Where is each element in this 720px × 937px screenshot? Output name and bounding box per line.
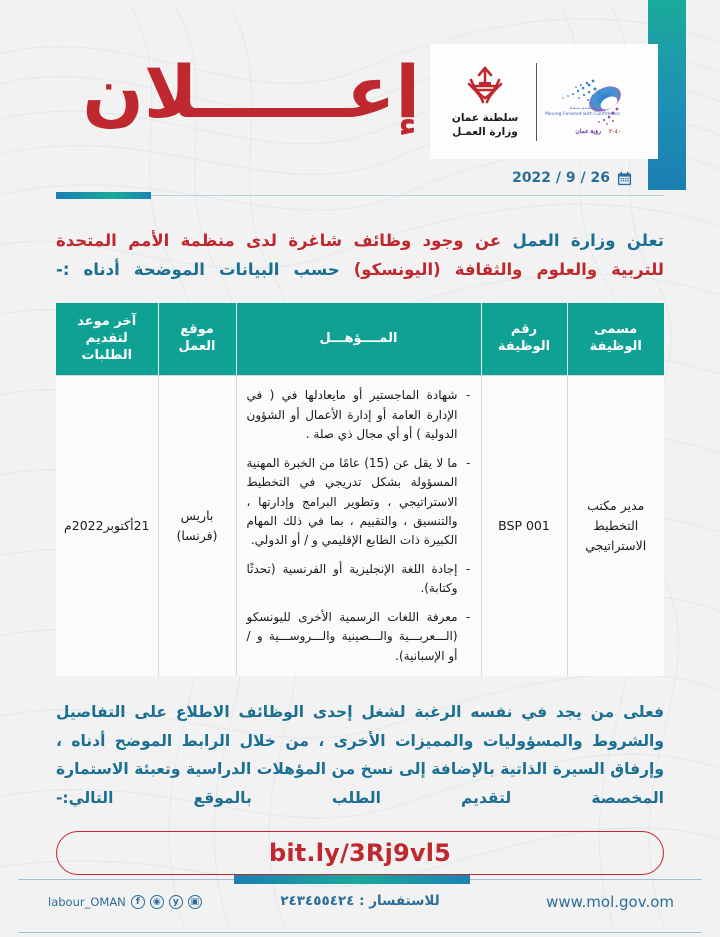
page-header: [0, 0, 720, 205]
divider-accent-segment: [56, 192, 151, 199]
table-body: [56, 376, 664, 676]
cell-qualifications: [236, 376, 481, 676]
vision-swirl-icon: [543, 65, 647, 139]
oman-vision-2040-logo: [543, 65, 648, 139]
social-handle: labour_OMAN: [48, 895, 126, 909]
qualification-item: - شهادة الماجستير أو مايعادلها في ( في الإدارة العامة أو إدارة الأعمال أو الشؤون الدولية ) أو أي مجال ذي صلة .: [247, 386, 471, 444]
qualification-list: [245, 386, 473, 666]
table-row: [56, 376, 664, 676]
vision-tagline-ar: نـتـقـدم بـثـقـة: [569, 106, 596, 112]
footer-content: [46, 893, 674, 911]
intro-paragraph: [56, 227, 664, 285]
ministry-name: [452, 112, 518, 138]
qualification-item: - ما لا يقل عن (15) عامًا من الخبرة المهنية المسؤولة بشكل تدريجي في التخطيط الاستراتيجي ، وتطوير البرامج وإدارتها ، والتنسيق ، والتقييم ، بما في ذلك المهام الكبيرة ذات الطابع الإقليمي و / أو الدولي.: [247, 454, 471, 551]
page-title: إعــــــلان: [82, 50, 420, 134]
cell-deadline: 21أكتوبر2022م: [56, 376, 158, 676]
footer-bottom-rule: [18, 932, 702, 933]
application-link[interactable]: bit.ly/3Rj9vl5: [268, 838, 452, 867]
inquiry-line: للاستفسار : ٢٤٣٤٥٥٤٢٤: [280, 892, 440, 909]
cell-work-location: باريس (فرنسا): [158, 376, 236, 676]
calendar-icon: [617, 171, 632, 186]
logo-divider: [536, 63, 537, 141]
svg-text:٢٠٤٠: ٢٠٤٠: [609, 128, 622, 135]
publication-date: [512, 170, 632, 186]
website-url[interactable]: www.mol.gov.om: [546, 893, 674, 911]
intro-part2: حسب البيانات الموضحة أدناه :-: [56, 259, 354, 279]
vision-tagline-en: Moving Forward with Confidence: [544, 112, 620, 118]
header-divider: [56, 192, 664, 199]
ministry-logo-block: [430, 44, 658, 159]
oman-ministry-mark: [440, 64, 530, 138]
instagram-icon[interactable]: ◉: [150, 895, 164, 909]
intro-part1: تعلن وزارة العمل: [501, 231, 664, 250]
oman-national-emblem: [459, 64, 511, 110]
main-content: [0, 227, 720, 909]
column-header-work-location: موقع العمل: [158, 303, 236, 376]
date-text: 2022 / 9 / 26: [512, 170, 610, 186]
qualification-item: - معرفة اللغات الرسمية الأخرى لليونسكو (الـــعربـــية والـــصينية والـــروســـية و / أو الإسبانية).: [247, 608, 471, 666]
ministry-name-line2: وزارة العمـل: [452, 125, 518, 138]
youtube-icon[interactable]: ▣: [188, 895, 202, 909]
twitter-icon[interactable]: y: [169, 895, 183, 909]
table-header: [56, 303, 664, 376]
social-media-group: [46, 895, 202, 909]
qualification-item: - إجادة اللغة الإنجليزية أو الفرنسية (تحدثًا وكتابة).: [247, 560, 471, 599]
table-header-row: [56, 303, 664, 376]
svg-text:رؤية عمان: رؤية عمان: [575, 128, 602, 135]
column-header-deadline: آخر موعد لتقديم الطلبات: [56, 303, 158, 376]
footer-accent-segment: [234, 875, 470, 884]
vacancy-table: [56, 303, 664, 676]
facebook-icon[interactable]: f: [131, 895, 145, 909]
cell-job-number: BSP 001: [481, 376, 567, 676]
page-footer: [0, 869, 720, 937]
column-header-job-number: رقم الوظيفة: [481, 303, 567, 376]
ministry-name-line1: سلطنة عمان: [451, 112, 519, 125]
instructions-paragraph: فعلى من يجد في نفسه الرغبة لشغل إحدى الوظائف الاطلاع على التفاصيل والشروط والمسؤوليات والمميزات الأخرى ، من خلال الرابط الموضح أدناه ، وإرفاق السيرة الذاتية بالإضافة إلى نسخ من المؤهلات الدراسية وتعبئة الاستمارة المخصصة لتقديم الطلب بالموقع التالي:-: [56, 703, 664, 808]
vision-tagline: [545, 106, 620, 118]
intro-highlight: عن وجود وظائف شاغرة لدى منظمة الأمم المتحدة للتربية والعلوم والثقافة (اليونسكو): [56, 231, 665, 279]
column-header-qualification: المــــؤهـــل: [236, 303, 481, 376]
column-header-job-title: مسمى الوظيفة: [567, 303, 664, 376]
cell-job-title: مدير مكتب التخطيط الاستراتيجي: [567, 376, 664, 676]
